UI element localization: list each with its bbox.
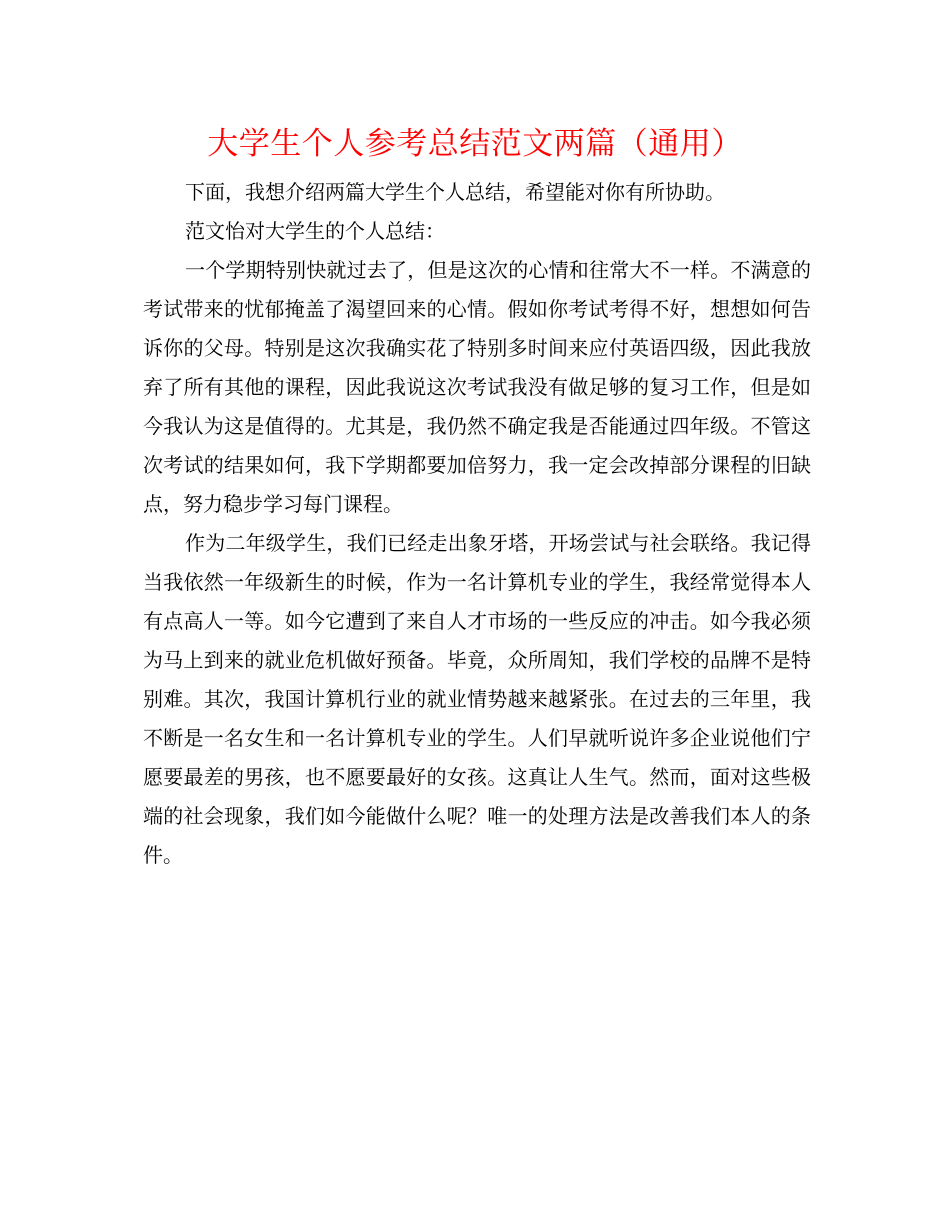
document-title: 大学生个人参考总结范文两篇（通用） [207, 126, 743, 162]
body-paragraph-1: 一个学期特别快就过去了，但是这次的心情和往常大不一样。不满意的考试带来的忧郁掩盖了渴望回来的心情。假如你考试考得不好，想想如何告诉你的父母。特别是这次我确实花了特别多时间来应付英语四级，因此我放弃了所有其他的课程，因此我说这次考试我没有做足够的复习工作，但是如今我认为这是值得的。尤其是，我仍然不确定我是否能通过四年级。不管这次考试的结果如何，我下学期都要加倍努力，我一定会改掉部分课程的旧缺点，努力稳步学习每门课程。 [143, 258, 811, 516]
intro-paragraph: 下面，我想介绍两篇大学生个人总结，希望能对你有所协助。 [185, 180, 725, 204]
body-paragraph-2: 作为二年级学生，我们已经走出象牙塔，开场尝试与社会联络。我记得当我依然一年级新生的时候，作为一名计算机专业的学生，我经常觉得本人有点高人一等。如今它遭到了来自人才市场的一些反应的冲击。如今我必须为马上到来的就业危机做好预备。毕竟，众所周知，我们学校的品牌不是特别难。其次，我国计算机行业的就业情势越来越紧张。在过去的三年里，我不断是一名女生和一名计算机专业的学生。人们早就听说许多企业说他们宁愿要最差的男孩，也不愿要最好的女孩。这真让人生气。然而，面对这些极端的社会现象，我们如今能做什么呢？唯一的处理方法是改善我们本人的条件。 [143, 531, 811, 867]
document-body [143, 173, 811, 875]
section-heading-paragraph: 范文怡对大学生的个人总结： [185, 219, 445, 243]
